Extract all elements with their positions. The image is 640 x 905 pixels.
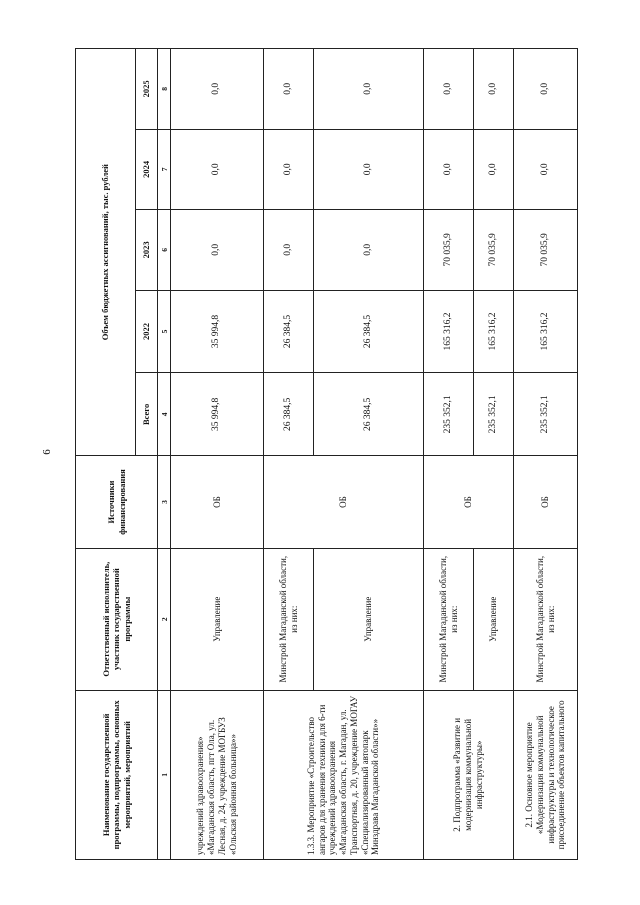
- cell-2025: 0,0: [264, 49, 314, 130]
- col-num-5: 5: [158, 290, 171, 373]
- cell-total: 26 384,5: [314, 373, 424, 456]
- cell-2023: 70 035,9: [514, 210, 578, 291]
- page-number: 6: [41, 449, 53, 455]
- cell-2023: 0,0: [264, 210, 314, 291]
- column-number-row: [158, 49, 171, 860]
- cell-total: 235 352,1: [474, 373, 514, 456]
- col-num-8: 8: [158, 49, 171, 130]
- col-num-6: 6: [158, 210, 171, 291]
- table-row: [514, 49, 578, 860]
- col-num-4: 4: [158, 373, 171, 456]
- row-executor: Управление: [474, 548, 514, 690]
- header-total: Всего: [136, 373, 158, 456]
- cell-2023: 70 035,9: [424, 210, 474, 291]
- row-name: 2.1. Основное мероприятие «Модернизация коммунальной инфраструктуры и технологическое присоединение объектов капитального: [514, 690, 578, 859]
- budget-table: [75, 48, 578, 860]
- col-num-2: 2: [158, 548, 171, 690]
- header-2023: 2023: [136, 210, 158, 291]
- header-2024: 2024: [136, 129, 158, 210]
- rotated-page: [75, 48, 577, 860]
- header-2025: 2025: [136, 49, 158, 130]
- row-name: 2. Подпрограмма «Развитие и модернизация коммунальной инфраструктуры»: [424, 690, 514, 859]
- row-source: ОБ: [424, 456, 514, 548]
- header-executor: Ответственный исполнитель, участник государственной программы: [76, 548, 158, 690]
- row-name: 1.3.3. Мероприятие «Строительство ангаров для хранения техники для 6-ти учреждений здравоохранения «Магаданская область, г. Магадан, ул. Транспортная, д. 20, учреждение МОГАУ «Специализированный автопарк Минздрава Магаданской области»»: [264, 690, 424, 859]
- header-name: Наименование государственной программы, подпрограммы, основных мероприятий, мероприятий: [76, 690, 158, 859]
- header-source: Источники финансирования: [76, 456, 158, 548]
- cell-2024: 0,0: [264, 129, 314, 210]
- header-2022: 2022: [136, 290, 158, 373]
- table-row: [264, 49, 314, 860]
- row-name: учреждений здравоохранения» «Магаданская область, пгт Ола, ул. Лесная, д. 24, учреждение МОГБУЗ «Ольская районная больница»»: [171, 690, 264, 859]
- header-row-1: [76, 49, 136, 860]
- cell-2024: 0,0: [474, 129, 514, 210]
- cell-2025: 0,0: [474, 49, 514, 130]
- table-row: [171, 49, 264, 860]
- col-num-1: 1: [158, 690, 171, 859]
- row-executor: Минстрой Магаданской области, из них:: [514, 548, 578, 690]
- cell-total: 35 994,8: [171, 373, 264, 456]
- table-row: [424, 49, 474, 860]
- cell-2025: 0,0: [314, 49, 424, 130]
- row-executor: Минстрой Магаданской области, из них:: [264, 548, 314, 690]
- cell-2022: 165 316,2: [474, 290, 514, 373]
- cell-2022: 26 384,5: [264, 290, 314, 373]
- cell-total: 235 352,1: [514, 373, 578, 456]
- cell-total: 26 384,5: [264, 373, 314, 456]
- col-num-3: 3: [158, 456, 171, 548]
- cell-2024: 0,0: [314, 129, 424, 210]
- row-executor: Минстрой Магаданской области, из них:: [424, 548, 474, 690]
- cell-total: 235 352,1: [424, 373, 474, 456]
- cell-2025: 0,0: [171, 49, 264, 130]
- cell-2025: 0,0: [424, 49, 474, 130]
- cell-2023: 0,0: [314, 210, 424, 291]
- header-budget: Объем бюджетных ассигнований, тыс. рублей: [76, 49, 136, 456]
- row-executor: Управление: [314, 548, 424, 690]
- row-source: ОБ: [264, 456, 424, 548]
- cell-2023: 70 035,9: [474, 210, 514, 291]
- cell-2022: 26 384,5: [314, 290, 424, 373]
- row-source: ОБ: [514, 456, 578, 548]
- cell-2024: 0,0: [514, 129, 578, 210]
- col-num-7: 7: [158, 129, 171, 210]
- row-source: ОБ: [171, 456, 264, 548]
- cell-2024: 0,0: [171, 129, 264, 210]
- cell-2025: 0,0: [514, 49, 578, 130]
- cell-2022: 35 994,8: [171, 290, 264, 373]
- cell-2023: 0,0: [171, 210, 264, 291]
- cell-2022: 165 316,2: [424, 290, 474, 373]
- row-executor: Управление: [171, 548, 264, 690]
- cell-2024: 0,0: [424, 129, 474, 210]
- cell-2022: 165 316,2: [514, 290, 578, 373]
